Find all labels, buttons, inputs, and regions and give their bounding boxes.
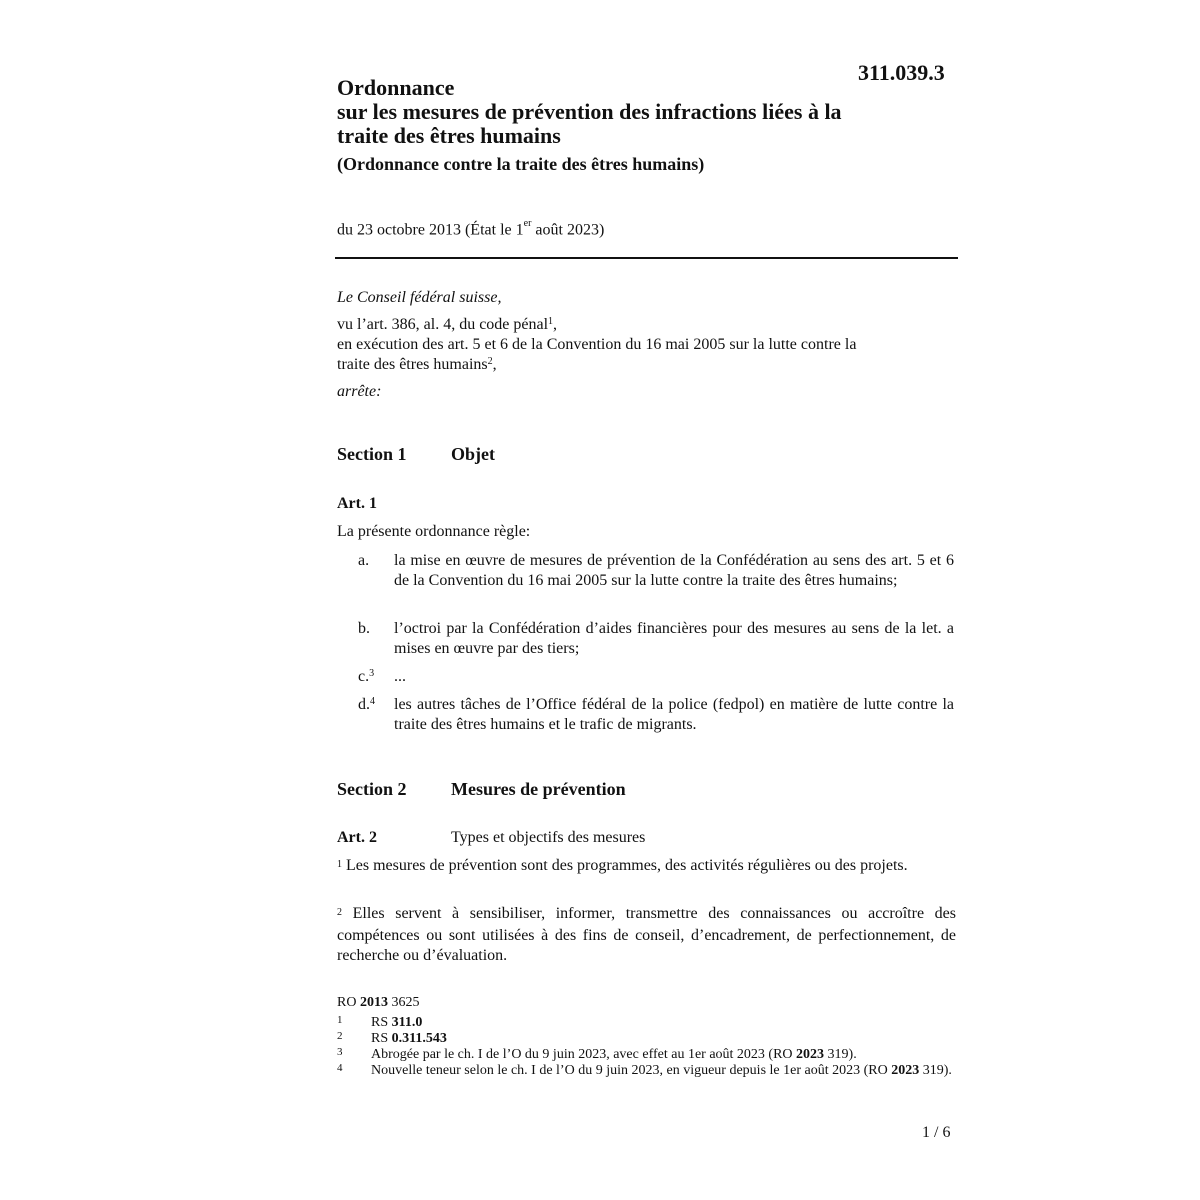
date-suffix: août 2023) bbox=[531, 221, 605, 239]
list-item-d bbox=[337, 695, 956, 735]
document-date bbox=[337, 216, 604, 240]
title-line-1: Ordonnance bbox=[337, 75, 455, 100]
preamble-line-1-text: vu l’art. 386, al. 4, du code pénal bbox=[337, 316, 549, 333]
ro-prefix: RO bbox=[337, 995, 360, 1010]
art-1-intro: La présente ordonnance règle: bbox=[337, 523, 531, 540]
footnote-1 bbox=[371, 1015, 956, 1031]
section-1-heading bbox=[337, 443, 495, 465]
preamble-line-3-end: , bbox=[492, 356, 497, 373]
footnote-number: 3 bbox=[337, 1046, 343, 1058]
list-item-c bbox=[337, 667, 956, 687]
header-rule bbox=[335, 257, 958, 259]
list-item-b bbox=[337, 619, 956, 659]
footnote-pre: Nouvelle teneur selon le ch. I de l’O du 9 juin 2023, en vigueur depuis le 1er août 2023 (RO bbox=[371, 1063, 892, 1078]
footnote-ref-4[interactable]: 4 bbox=[370, 696, 375, 707]
section-2-heading bbox=[337, 778, 626, 800]
list-item-a bbox=[337, 551, 956, 611]
section-2-label: Section 2 bbox=[337, 779, 407, 799]
footnote-post: 319). bbox=[824, 1047, 857, 1062]
footnote-post: 319). bbox=[919, 1063, 952, 1078]
paragraph-number: 1 bbox=[337, 859, 342, 870]
footnote-pre: Abrogée par le ch. I de l’O du 9 juin 2023, avec effet au 1er août 2023 (RO bbox=[371, 1047, 797, 1062]
section-1-title: Objet bbox=[451, 444, 495, 464]
list-item-letter bbox=[358, 667, 374, 689]
footnote-pre: RS bbox=[371, 1031, 392, 1046]
footnote-2 bbox=[371, 1031, 956, 1047]
title-line-2: sur les mesures de prévention des infractions liées à la bbox=[337, 99, 842, 124]
preamble-line-2: en exécution des art. 5 et 6 de la Convention du 16 mai 2005 sur la lutte contre la bbox=[337, 336, 857, 353]
paragraph-text: Les mesures de prévention sont des programmes, des activités régulières ou des projets. bbox=[342, 857, 908, 874]
list-item-letter-text: d. bbox=[358, 696, 370, 713]
preamble-authority: Le Conseil fédéral suisse, bbox=[337, 289, 502, 306]
list-item-text: ... bbox=[394, 668, 406, 685]
paragraph-number: 2 bbox=[337, 907, 342, 918]
ro-page: 3625 bbox=[387, 995, 420, 1010]
preamble-line-1-end: , bbox=[553, 316, 558, 333]
document-title bbox=[337, 76, 842, 148]
list-item-letter-text: c. bbox=[358, 668, 370, 685]
art-2-paragraph-2 bbox=[337, 904, 956, 966]
art-2-title: Types et objectifs des mesures bbox=[451, 829, 646, 846]
section-1-label: Section 1 bbox=[337, 444, 407, 464]
footnote-bold: 2023 bbox=[796, 1047, 825, 1062]
title-line-3: traite des êtres humains bbox=[337, 123, 561, 148]
list-item-letter bbox=[358, 695, 375, 717]
footnote-3 bbox=[371, 1047, 956, 1063]
footnote-bold: 311.0 bbox=[391, 1015, 423, 1030]
date-sup: er bbox=[523, 218, 532, 229]
art-2-paragraph-1 bbox=[337, 856, 956, 878]
list-item-letter: a. bbox=[358, 552, 370, 569]
page-number: 1 / 6 bbox=[922, 1124, 951, 1141]
section-2-title: Mesures de prévention bbox=[451, 779, 626, 799]
ro-year: 2013 bbox=[359, 995, 388, 1010]
footnote-ref-2[interactable]: 2 bbox=[487, 356, 493, 367]
footnote-number: 1 bbox=[337, 1014, 343, 1026]
document-subtitle: (Ordonnance contre la traite des êtres humains) bbox=[337, 154, 705, 174]
footnote-bold: 2023 bbox=[891, 1063, 920, 1078]
document-number: 311.039.3 bbox=[858, 60, 945, 85]
list-item-letter: b. bbox=[358, 620, 370, 637]
preamble-line-3 bbox=[337, 355, 497, 377]
art-2-label: Art. 2 bbox=[337, 829, 377, 846]
date-prefix: du 23 octobre 2013 (État le 1 bbox=[337, 221, 524, 239]
preamble-line-3-text: traite des êtres humains bbox=[337, 356, 488, 373]
footnote-number: 4 bbox=[337, 1062, 343, 1074]
footnote-4 bbox=[371, 1063, 956, 1079]
footnote-pre: RS bbox=[371, 1015, 392, 1030]
footnote-ref-3[interactable]: 3 bbox=[369, 668, 375, 679]
art-1-label: Art. 1 bbox=[337, 495, 377, 512]
list-item-text: l’octroi par la Confédération d’aides financières pour des mesures au sens de la let. a mises en œuvre par des tiers; bbox=[394, 620, 954, 657]
footnote-bold: 0.311.543 bbox=[391, 1031, 447, 1046]
list-item-text: les autres tâches de l’Office fédéral de la police (fedpol) en matière de lutte contre la traite des êtres humains et le trafic de migrants. bbox=[394, 696, 954, 733]
footnote-ref-1[interactable]: 1 bbox=[548, 316, 554, 327]
list-item-text: la mise en œuvre de mesures de prévention de la Confédération au sens des art. 5 et 6 de la Convention du 16 mai 2005 sur la lutte contre la traite des êtres humains; bbox=[394, 552, 954, 589]
preamble-decree: arrête: bbox=[337, 383, 382, 400]
preamble-line-1 bbox=[337, 315, 557, 337]
paragraph-text: Elles servent à sensibiliser, informer, transmettre des connaissances ou accroître des compétences ou sont utilisées à des fins de conseil, d’encadrement, de perfectionnement, de recherche ou d’évaluation. bbox=[337, 905, 956, 964]
footnote-number: 2 bbox=[337, 1030, 343, 1042]
ro-reference bbox=[337, 995, 419, 1011]
